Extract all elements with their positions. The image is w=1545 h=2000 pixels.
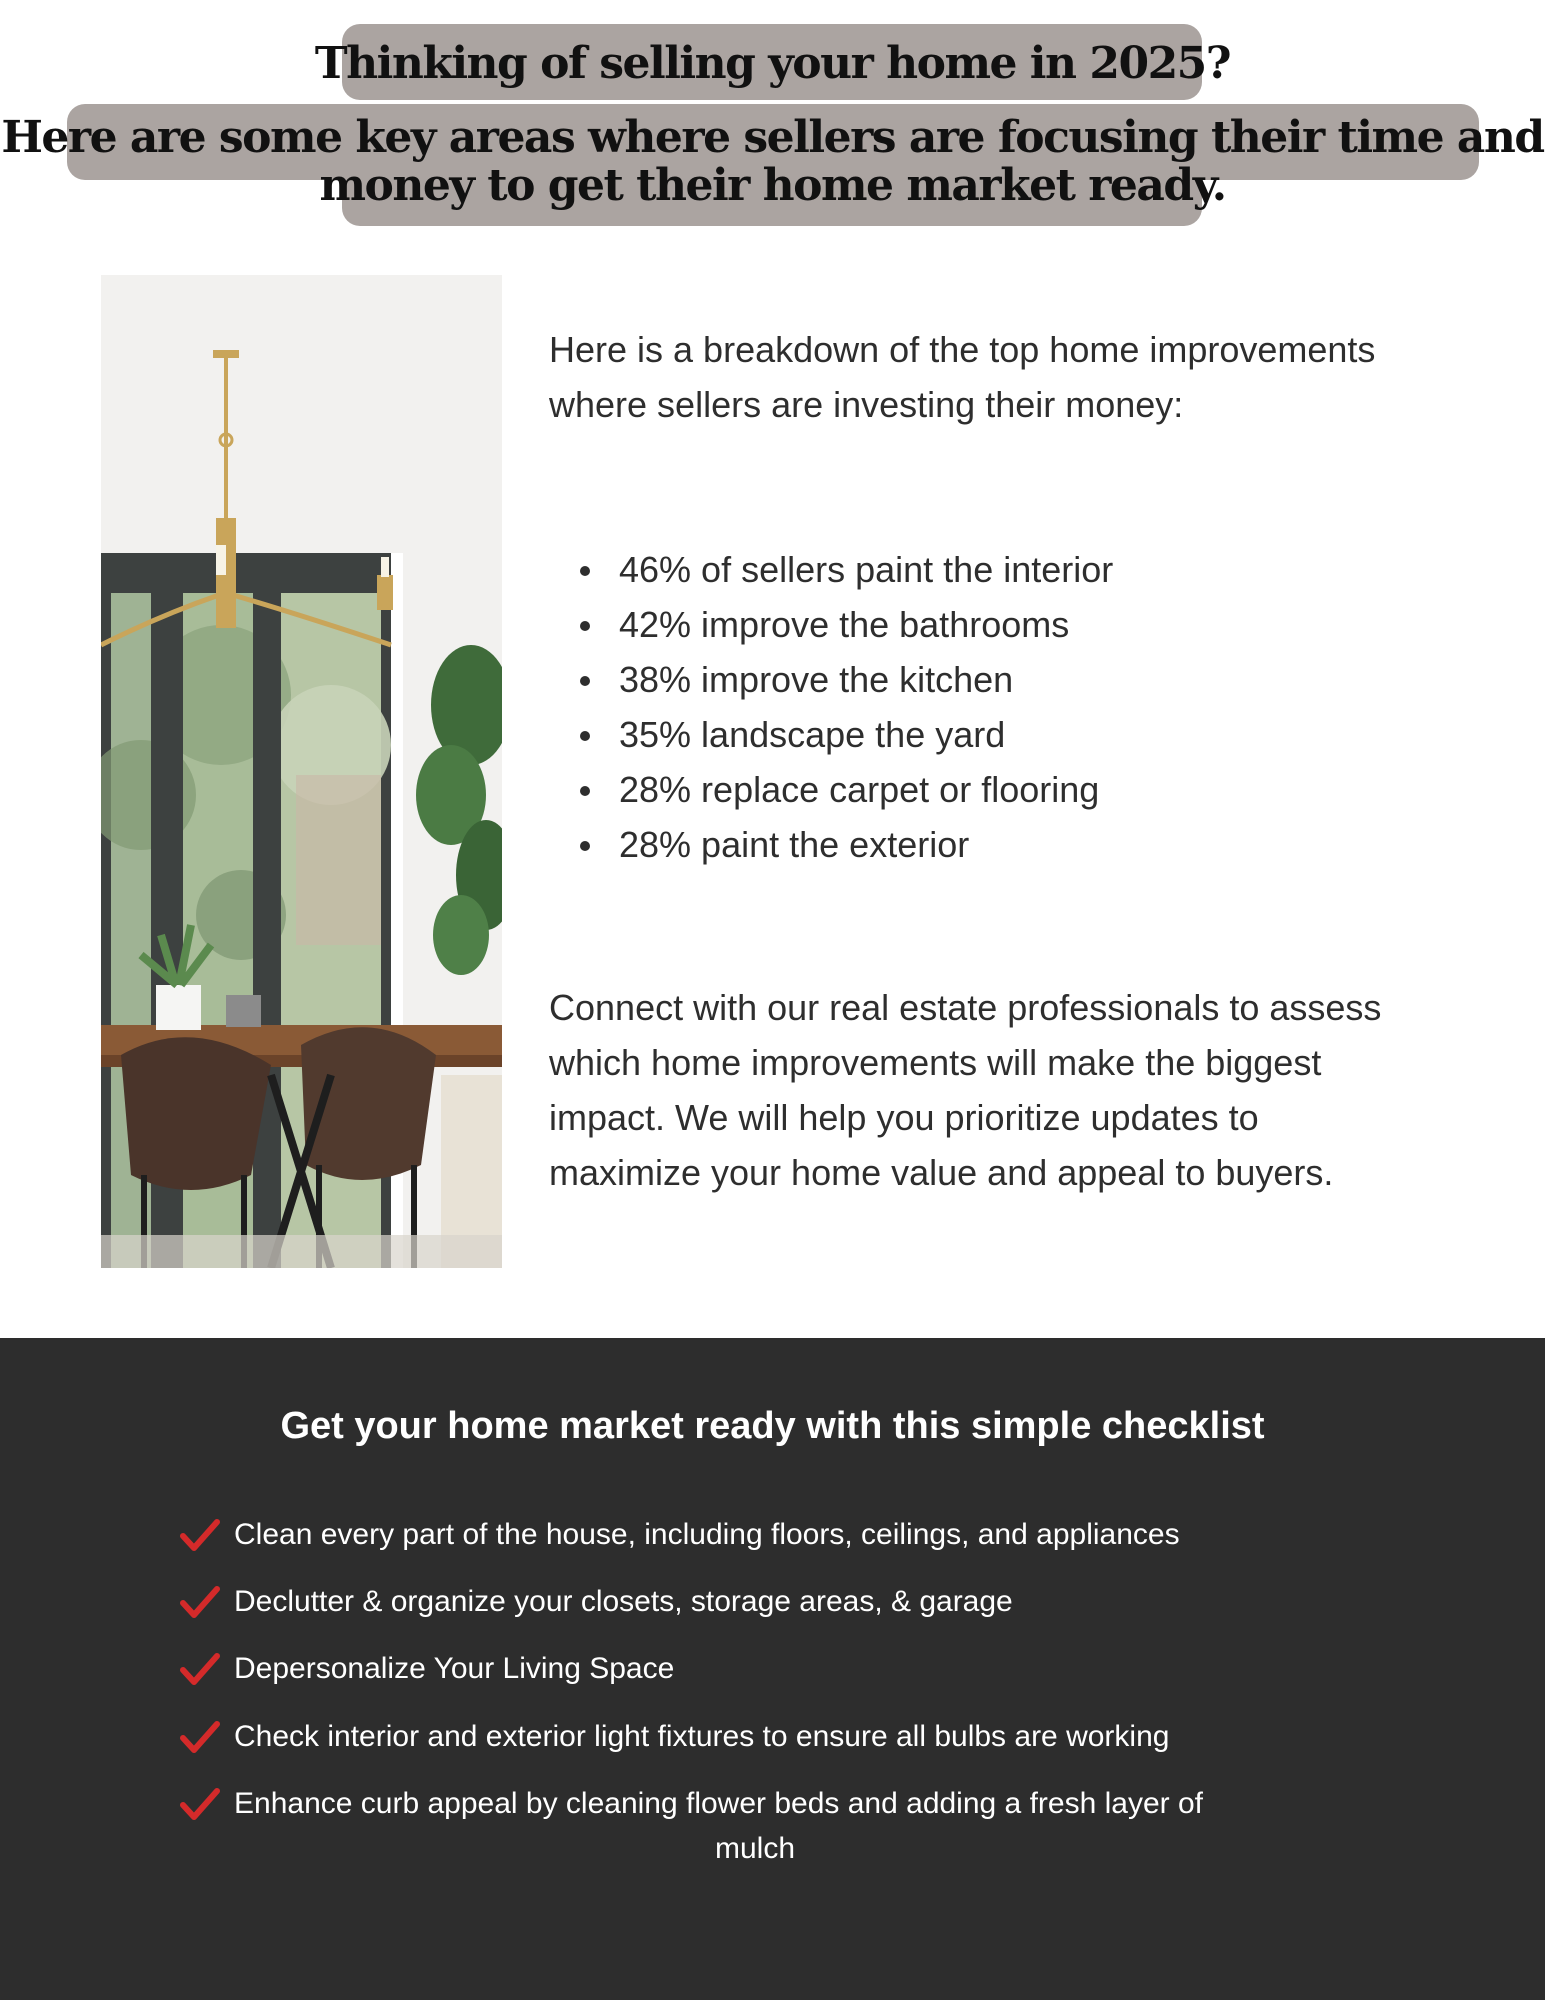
list-item [549, 597, 1409, 652]
improvement-stats-list [549, 542, 1409, 872]
bullet-icon [580, 676, 590, 686]
intro-paragraph: Here is a breakdown of the top home improvements where sellers are investing their money: [549, 329, 1376, 425]
checklist-item [180, 1781, 1330, 1826]
list-item [549, 817, 1409, 872]
stat-text: 28% replace carpet or flooring [619, 769, 1100, 810]
dining-room-illustration [101, 275, 502, 1268]
list-item [549, 762, 1409, 817]
checklist-item [180, 1579, 1330, 1624]
list-item [549, 707, 1409, 762]
bullet-icon [580, 566, 590, 576]
list-item [549, 542, 1409, 597]
checkmark-icon [180, 1518, 220, 1554]
checklist-item [180, 1714, 1330, 1759]
checkmark-icon [180, 1720, 220, 1756]
checklist-item-text: Depersonalize Your Living Space [234, 1652, 675, 1685]
checkmark-icon [180, 1787, 220, 1823]
checkmark-icon [180, 1652, 220, 1688]
bullet-icon [580, 731, 590, 741]
checklist-item [180, 1512, 1330, 1557]
stat-text: 42% improve the bathrooms [619, 604, 1070, 645]
checklist-item-text: Check interior and exterior light fixtures to ensure all bulbs are working [234, 1720, 1170, 1753]
checklist-item-continuation: mulch [714, 1832, 796, 1865]
checkmark-icon [180, 1585, 220, 1621]
list-item [549, 652, 1409, 707]
title-banner [0, 0, 1545, 240]
stat-text: 35% landscape the yard [619, 714, 1006, 755]
bullet-icon [580, 621, 590, 631]
dining-room-photo [101, 275, 502, 1268]
page-subtitle-line-1: Here are some key areas where sellers are focusing their time and [1, 112, 1544, 163]
bullet-icon [580, 841, 590, 851]
checklist-item-text: Clean every part of the house, including floors, ceilings, and appliances [234, 1518, 1180, 1551]
page-title: Thinking of selling your home in 2025? [314, 38, 1231, 89]
stat-text: 46% of sellers paint the interior [619, 549, 1114, 590]
checklist-item [180, 1646, 1330, 1691]
checklist-item-text: Declutter & organize your closets, storage areas, & garage [234, 1585, 1013, 1618]
cta-paragraph: Connect with our real estate professionals to assess which home improvements will make the biggest impact. We will help you prioritize updates to maximize your home value and appeal to buyers. [549, 987, 1382, 1193]
page-subtitle-line-2: money to get their home market ready. [319, 160, 1226, 211]
stat-text: 38% improve the kitchen [619, 659, 1014, 700]
checklist-heading: Get your home market ready with this simple checklist [280, 1405, 1265, 1447]
stat-text: 28% paint the exterior [619, 824, 970, 865]
bullet-icon [580, 786, 590, 796]
checklist-item-text: Enhance curb appeal by cleaning flower beds and adding a fresh layer of [234, 1787, 1203, 1820]
